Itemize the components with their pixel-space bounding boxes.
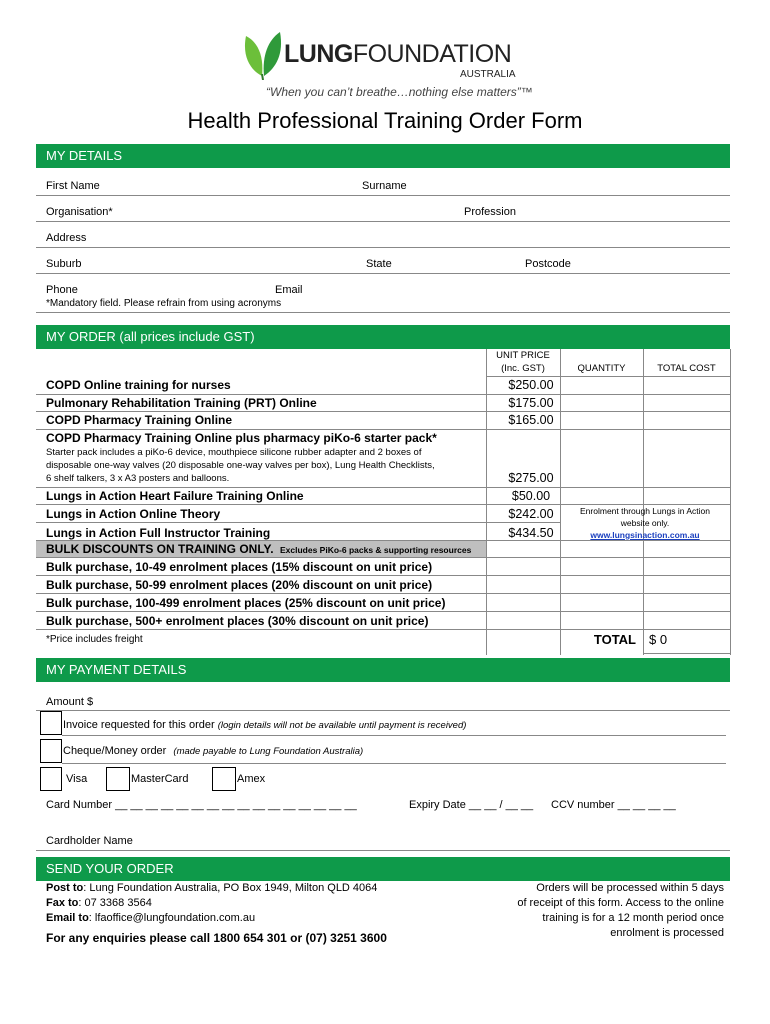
lia-link[interactable]: www.lungsinaction.com.au	[590, 530, 700, 540]
item-name: COPD Pharmacy Training Online plus pharmacy piKo-6 starter pack*	[46, 431, 437, 445]
total-label: TOTAL	[593, 632, 636, 647]
phone-field[interactable]	[36, 312, 730, 313]
email-to-value[interactable]: : lfaoffice@lungfoundation.com.au	[88, 912, 256, 924]
col-unit-price-2: (Inc. GST)	[501, 363, 545, 374]
bulk-row: Bulk purchase, 50-99 enrolment places (20% discount on unit price)	[46, 578, 433, 592]
bulk-row: Bulk purchase, 500+ enrolment places (30% discount on unit price)	[46, 614, 429, 628]
process-note-4: enrolment is processed	[610, 927, 724, 939]
suburb-label: Suburb	[46, 258, 82, 270]
bulk-subheading: Excludes PiKo-6 packs & supporting resources	[280, 545, 472, 555]
lia-note-1: Enrolment through Lungs in Action	[580, 506, 710, 516]
process-note-1: Orders will be processed within 5 days	[536, 882, 724, 894]
post-value: : Lung Foundation Australia, PO Box 1949, Milton QLD 4064	[83, 882, 378, 894]
payment-heading: MY PAYMENT DETAILS	[36, 658, 730, 682]
organisation-field[interactable]	[36, 221, 730, 222]
col-total-cost: TOTAL COST	[657, 363, 716, 374]
invoice-note: (login details will not be available until payment is received)	[217, 720, 467, 731]
process-note-2: of receipt of this form. Access to the online	[517, 897, 724, 909]
card-number-field[interactable]: Card Number __ __ __ __ __ __ __ __ __ __ __ __ __ __ __ __	[46, 799, 357, 811]
amount-field[interactable]	[36, 710, 730, 711]
item-name: Pulmonary Rehabilitation Training (PRT) Online	[46, 396, 317, 410]
ccv-field[interactable]: CCV number __ __ __ __	[551, 799, 676, 811]
my-details-heading: MY DETAILS	[36, 144, 730, 168]
logo	[240, 30, 540, 102]
amount-label: Amount $	[46, 696, 94, 708]
fax-label: Fax to	[46, 897, 79, 909]
item-name: Lungs in Action Full Instructor Training	[46, 526, 271, 540]
send-heading: SEND YOUR ORDER	[36, 857, 730, 881]
suburb-field[interactable]	[36, 273, 730, 274]
item-name: COPD Pharmacy Training Online	[46, 413, 233, 427]
expiry-field[interactable]: Expiry Date __ __ / __ __	[409, 799, 534, 811]
cheque-label	[63, 745, 363, 757]
item-price: $50.00	[511, 489, 551, 503]
invoice-rule	[62, 735, 726, 736]
email-to-label: Email to	[46, 912, 89, 924]
total-value: $ 0	[649, 632, 668, 647]
cheque-checkbox[interactable]	[40, 739, 62, 763]
cardholder-label: Cardholder Name	[46, 835, 133, 847]
first-name-field[interactable]	[36, 195, 730, 196]
invoice-text: Invoice requested for this order	[63, 719, 215, 731]
post-label: Post to	[46, 882, 84, 894]
postcode-label: Postcode	[525, 258, 571, 270]
visa-checkbox[interactable]	[40, 767, 62, 791]
freight-note: *Price includes freight	[46, 634, 143, 645]
surname-label: Surname	[362, 180, 407, 192]
post-to	[46, 882, 377, 894]
fax-to	[46, 897, 152, 909]
first-name-label: First Name	[46, 180, 100, 192]
bulk-row: Bulk purchase, 100-499 enrolment places (25% discount on unit price)	[46, 596, 446, 610]
item-price: $250.00	[508, 378, 554, 392]
item-price: $434.50	[508, 526, 554, 540]
org-name-lung: LUNG	[284, 40, 353, 68]
state-label: State	[366, 258, 392, 270]
invoice-label	[63, 719, 466, 731]
tagline: “When you can’t breathe…nothing else matters”™	[266, 85, 533, 99]
amex-checkbox[interactable]	[212, 767, 236, 791]
mandatory-note: *Mandatory field. Please refrain from using acronyms	[46, 298, 282, 309]
address-label: Address	[46, 232, 87, 244]
cheque-note: (made payable to Lung Foundation Australia)	[173, 746, 364, 757]
bulk-row: Bulk purchase, 10-49 enrolment places (15% discount on unit price)	[46, 560, 433, 574]
starter-desc-1: Starter pack includes a piKo-6 device, mouthpiece silicone rubber adapter and 2 boxes of	[46, 447, 422, 458]
item-price: $242.00	[508, 507, 554, 521]
org-name-foundation: FOUNDATION	[352, 40, 512, 68]
org-sub: AUSTRALIA	[460, 69, 516, 80]
leaf-icon	[240, 30, 286, 80]
invoice-checkbox[interactable]	[40, 711, 62, 735]
bulk-heading-row	[36, 541, 486, 557]
mastercard-label: MasterCard	[131, 773, 189, 785]
item-price: $175.00	[508, 396, 554, 410]
page-title: Health Professional Training Order Form	[187, 108, 583, 133]
starter-desc-2: disposable one-way valves (20 disposable one-way valves per box), Lung Health Checklists,	[46, 460, 435, 471]
item-name: Lungs in Action Heart Failure Training Online	[46, 489, 304, 503]
enquiries: For any enquiries please call 1800 654 301 or (07) 3251 3600	[46, 931, 387, 945]
starter-desc-3: 6 shelf talkers, 3 x A3 posters and balloons.	[46, 473, 230, 484]
phone-label: Phone	[46, 284, 78, 296]
visa-label: Visa	[66, 773, 88, 785]
cheque-text: Cheque/Money order	[63, 745, 167, 757]
cheque-rule	[62, 763, 726, 764]
email-to	[46, 912, 255, 924]
cardholder-field[interactable]	[36, 850, 730, 851]
item-name: COPD Online training for nurses	[46, 378, 231, 392]
organisation-label: Organisation*	[46, 206, 113, 218]
bulk-heading: BULK DISCOUNTS ON TRAINING ONLY.	[46, 542, 274, 556]
process-note-3: training is for a 12 month period once	[542, 912, 724, 924]
my-order-heading: MY ORDER (all prices include GST)	[36, 325, 730, 349]
email-label: Email	[275, 284, 303, 296]
item-price: $275.00	[508, 471, 554, 485]
item-price: $165.00	[508, 413, 554, 427]
col-unit-price-1: UNIT PRICE	[496, 350, 550, 361]
fax-value: : 07 3368 3564	[78, 897, 152, 909]
col-quantity: QUANTITY	[577, 363, 626, 374]
lia-note-2: website only.	[620, 518, 670, 528]
profession-label: Profession	[464, 206, 516, 218]
item-name: Lungs in Action Online Theory	[46, 507, 221, 521]
mastercard-checkbox[interactable]	[106, 767, 130, 791]
address-field[interactable]	[36, 247, 730, 248]
amex-label: Amex	[237, 773, 266, 785]
